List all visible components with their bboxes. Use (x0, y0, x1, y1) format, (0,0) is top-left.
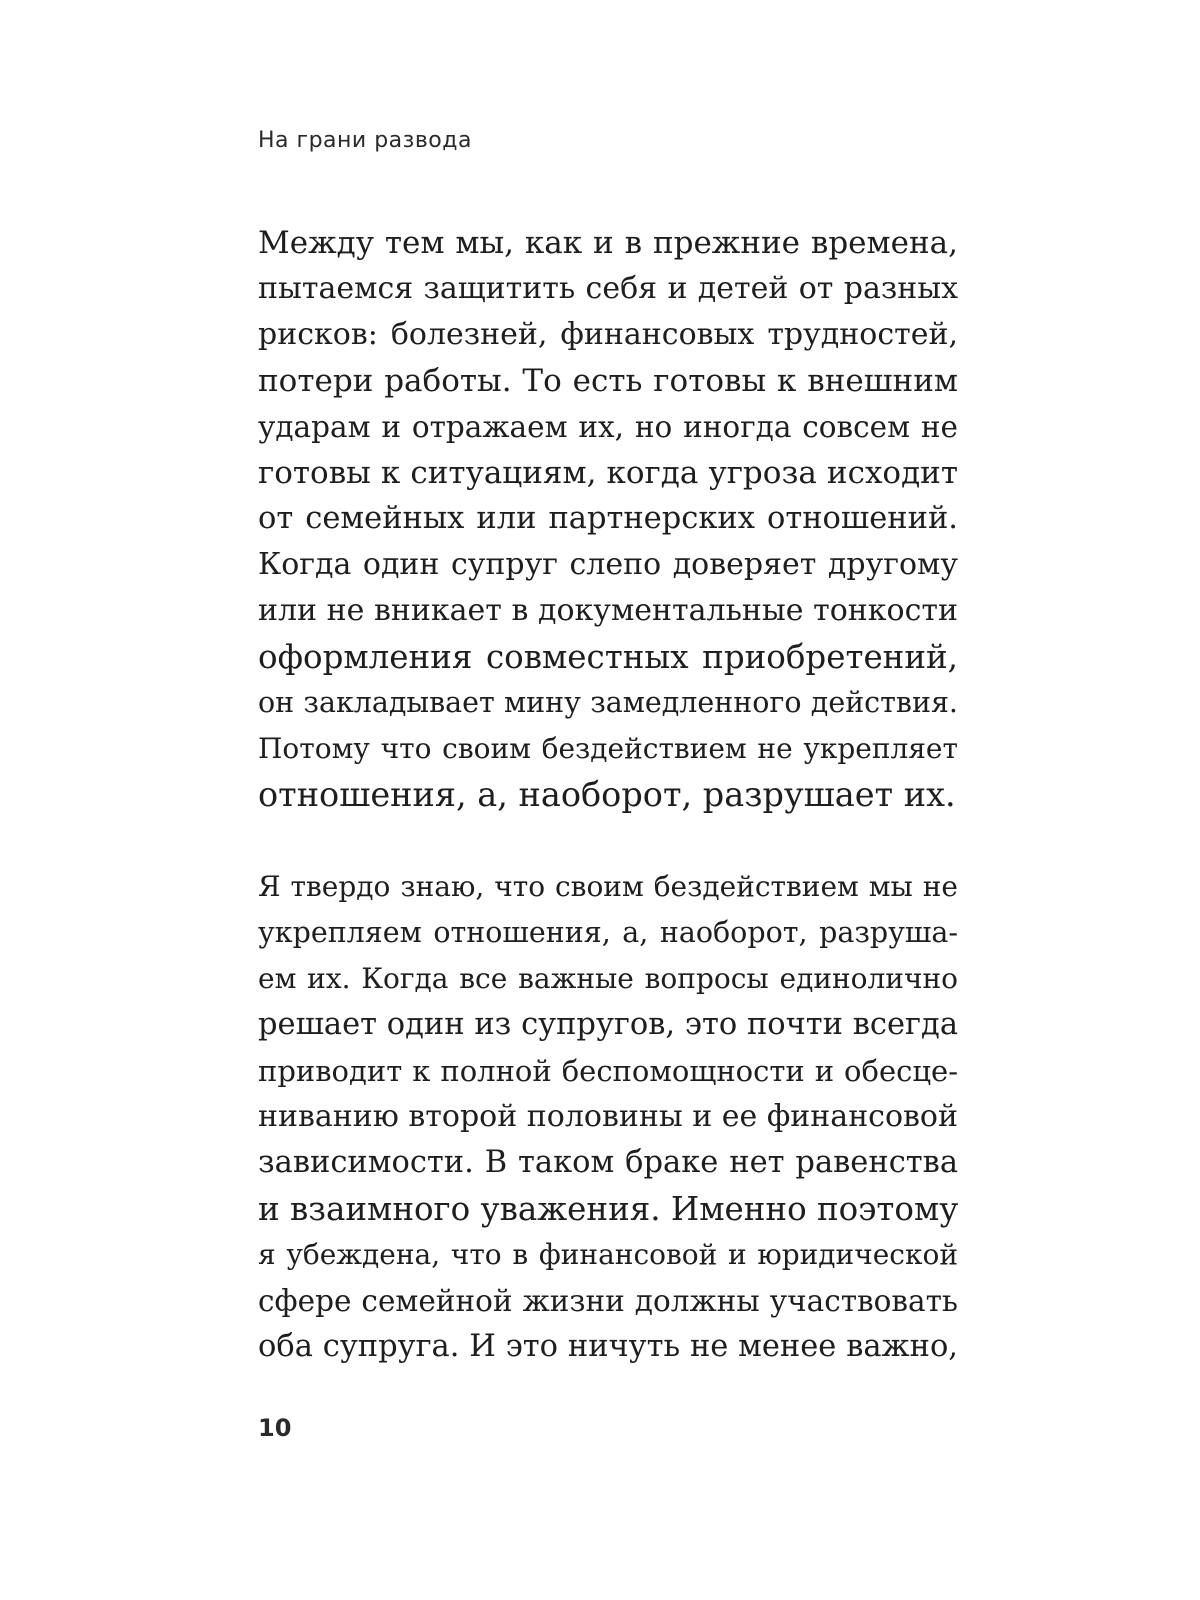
text-line: пытаемся защитить себя и детей от разных (258, 271, 958, 306)
text-line: оба супруга. И это ничуть не менее важно, (258, 1329, 958, 1364)
text-line: ударам и отражаем их, но иногда совсем не (258, 410, 958, 444)
text-line: оформления совместных приобретений, (258, 638, 958, 676)
text-line: Между тем мы, как и в прежние времена, (258, 225, 958, 261)
text-line: готовы к ситуациям, когда угроза исходит (258, 455, 958, 491)
text-line: он закладывает мину замедленного действия. (258, 686, 958, 719)
paragraph-1 (258, 220, 958, 818)
text-line: потери работы. То есть готовы к внешним (258, 363, 958, 399)
text-line: Когда один супруг слепо доверяет другому (258, 547, 958, 582)
text-line: и взаимного уважения. Именно поэтому (258, 1190, 959, 1228)
text-line: сфере семейной жизни должны участвовать (258, 1284, 958, 1318)
text-line: или не вникает в документальные тонкости (258, 593, 958, 628)
text-line: приводит к полной беспомощности и обесце- (258, 1054, 958, 1088)
text-line: решает один из супругов, это почти всегда (258, 1007, 958, 1042)
text-line: Потому что своим бездействием не укрепляет (258, 732, 958, 765)
text-line: ем их. Когда все важные вопросы единолично (258, 962, 958, 995)
text-line: рисков: болезней, финансовых трудностей, (258, 317, 958, 352)
body-text (258, 220, 958, 1370)
text-line: я убеждена, что в финансовой и юридической (258, 1238, 958, 1271)
text-line: Я твердо знаю, что своим бездействием мы не (258, 870, 958, 903)
page-number: 10 (258, 1414, 292, 1442)
text-line: ниванию второй половины и ее финансовой (258, 1099, 958, 1134)
text-line: отношения, а, наоборот, разрушает их. (258, 775, 956, 814)
text-line: укрепляем отношения, а, наоборот, разруша- (258, 916, 958, 949)
text-line: от семейных или партнерских отношений. (258, 501, 958, 536)
paragraph-2 (258, 864, 958, 1370)
running-head: На грани развода (258, 128, 472, 153)
text-line: зависимости. В таком браке нет равенства (258, 1145, 958, 1180)
